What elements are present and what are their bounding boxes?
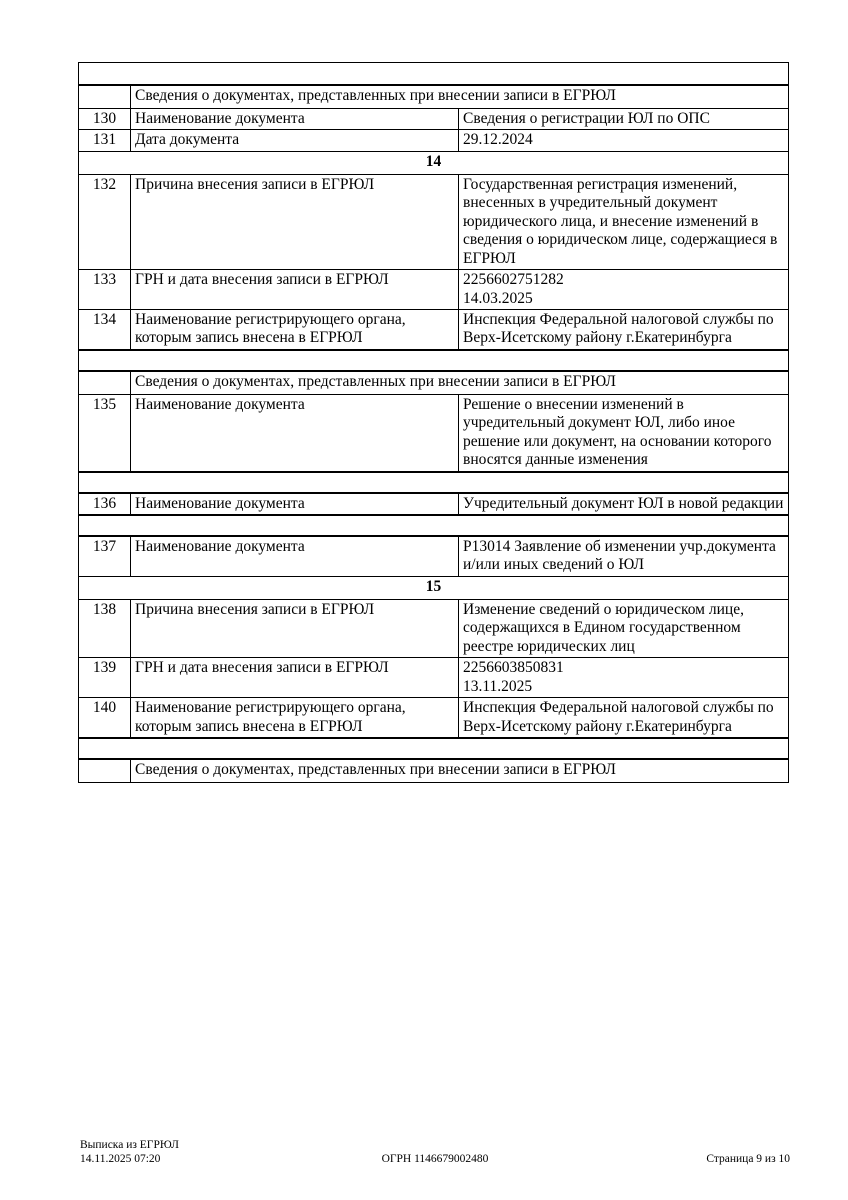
footer-page-number: Страница 9 из 10 — [706, 1153, 790, 1166]
row-number-cell: 134 — [79, 309, 131, 349]
row-label-cell: ГРН и дата внесения записи в ЕГРЮЛ — [131, 658, 459, 698]
documents-header-label: Сведения о документах, представленных при внесении записи в ЕГРЮЛ — [131, 371, 789, 395]
row-label-cell: Наименование документа — [131, 394, 459, 471]
documents-header-row — [79, 759, 789, 783]
row-value-cell — [459, 174, 789, 269]
documents-header-label: Сведения о документах, представленных при внесении записи в ЕГРЮЛ — [131, 759, 789, 783]
documents-header-row — [79, 85, 789, 109]
row-value-cell — [459, 599, 789, 657]
section-number-row — [79, 576, 789, 599]
spacer-row — [79, 738, 789, 759]
row-value-cell — [459, 493, 789, 515]
row-number-cell: 131 — [79, 130, 131, 151]
value-line: Инспекция Федеральной налоговой службы по Верх-Исетскому району г.Екатеринбурга — [463, 310, 778, 347]
value-line: 14.03.2025 — [463, 289, 533, 307]
value-line: Решение о внесении изменений в учредительный документ ЮЛ, либо иное решение или документ, на основании которого вносятся данные изменения — [463, 395, 776, 469]
row-label-cell: Наименование регистрирующего органа, которым запись внесена в ЕГРЮЛ — [131, 309, 459, 349]
table-row — [79, 493, 789, 515]
section-number: 15 — [79, 576, 789, 599]
row-label-cell: ГРН и дата внесения записи в ЕГРЮЛ — [131, 270, 459, 310]
row-label-cell: Наименование документа — [131, 536, 459, 576]
row-number-cell: 137 — [79, 536, 131, 576]
table-row — [79, 109, 789, 130]
footer — [80, 1138, 790, 1167]
spacer-cell — [79, 350, 789, 371]
row-number-cell: 140 — [79, 698, 131, 738]
row-value-cell — [459, 394, 789, 471]
row-label-cell: Причина внесения записи в ЕГРЮЛ — [131, 599, 459, 657]
row-number-cell: 135 — [79, 394, 131, 471]
spacer-row — [79, 63, 789, 86]
row-value-cell — [459, 536, 789, 576]
value-line: 2256602751282 — [463, 271, 564, 289]
documents-header-label: Сведения о документах, представленных при внесении записи в ЕГРЮЛ — [131, 85, 789, 109]
table-row — [79, 174, 789, 269]
egrul-records-table — [78, 62, 789, 783]
table-row — [79, 599, 789, 657]
row-number-cell: 139 — [79, 658, 131, 698]
spacer-cell — [79, 738, 789, 759]
value-line: Изменение сведений о юридическом лице, содержащихся в Едином государственном реестре юридических лиц — [463, 600, 748, 655]
value-line: Р13014 Заявление об изменении учр.документа и/или иных сведений о ЮЛ — [463, 538, 780, 574]
table-row — [79, 130, 789, 151]
footer-ogrn: ОГРН 1146679002480 — [381, 1153, 489, 1166]
row-number-cell: 136 — [79, 493, 131, 515]
row-number-cell-empty — [79, 759, 131, 783]
table-row — [79, 394, 789, 471]
row-value-cell — [459, 130, 789, 151]
spacer-row — [79, 350, 789, 371]
documents-header-row — [79, 371, 789, 395]
row-value-cell — [459, 658, 789, 698]
table-row — [79, 270, 789, 310]
value-line: Инспекция Федеральной налоговой службы по Верх-Исетскому району г.Екатеринбурга — [463, 699, 778, 735]
row-value-cell — [459, 698, 789, 738]
row-value-cell — [459, 109, 789, 130]
value-line: Государственная регистрация изменений, внесенных в учредительный документ юридического лица, и внесение изменений в сведения о юридическом лице, содержащиеся в ЕГРЮЛ — [463, 175, 782, 267]
table-row — [79, 658, 789, 698]
value-line: 29.12.2024 — [463, 131, 533, 149]
row-value-cell — [459, 309, 789, 349]
spacer-cell — [79, 515, 789, 536]
row-label-cell: Причина внесения записи в ЕГРЮЛ — [131, 174, 459, 269]
row-number-cell-empty — [79, 371, 131, 395]
row-label-cell: Наименование документа — [131, 109, 459, 130]
row-number-cell: 133 — [79, 270, 131, 310]
section-number: 14 — [79, 151, 789, 174]
row-number-cell: 138 — [79, 599, 131, 657]
row-label-cell: Наименование регистрирующего органа, которым запись внесена в ЕГРЮЛ — [131, 698, 459, 738]
section-number-row — [79, 151, 789, 174]
value-line: Сведения о регистрации ЮЛ по ОПС — [463, 110, 710, 127]
table-row — [79, 309, 789, 349]
row-number-cell: 130 — [79, 109, 131, 130]
table-row — [79, 698, 789, 738]
row-label-cell: Дата документа — [131, 130, 459, 151]
row-number-cell-empty — [79, 85, 131, 109]
spacer-cell — [79, 63, 789, 86]
row-number-cell: 132 — [79, 174, 131, 269]
table-row — [79, 536, 789, 576]
value-line: 13.11.2025 — [463, 677, 533, 695]
spacer-row — [79, 472, 789, 493]
row-label-cell: Наименование документа — [131, 493, 459, 515]
footer-left-block — [80, 1138, 382, 1167]
spacer-cell — [79, 472, 789, 493]
value-line: Учредительный документ ЮЛ в новой редакции — [463, 494, 784, 512]
row-value-cell — [459, 270, 789, 310]
footer-doc-title: Выписка из ЕГРЮЛ — [80, 1139, 179, 1151]
spacer-row — [79, 515, 789, 536]
value-line: 2256603850831 — [463, 659, 564, 677]
footer-datetime: 14.11.2025 07:20 — [80, 1153, 161, 1166]
